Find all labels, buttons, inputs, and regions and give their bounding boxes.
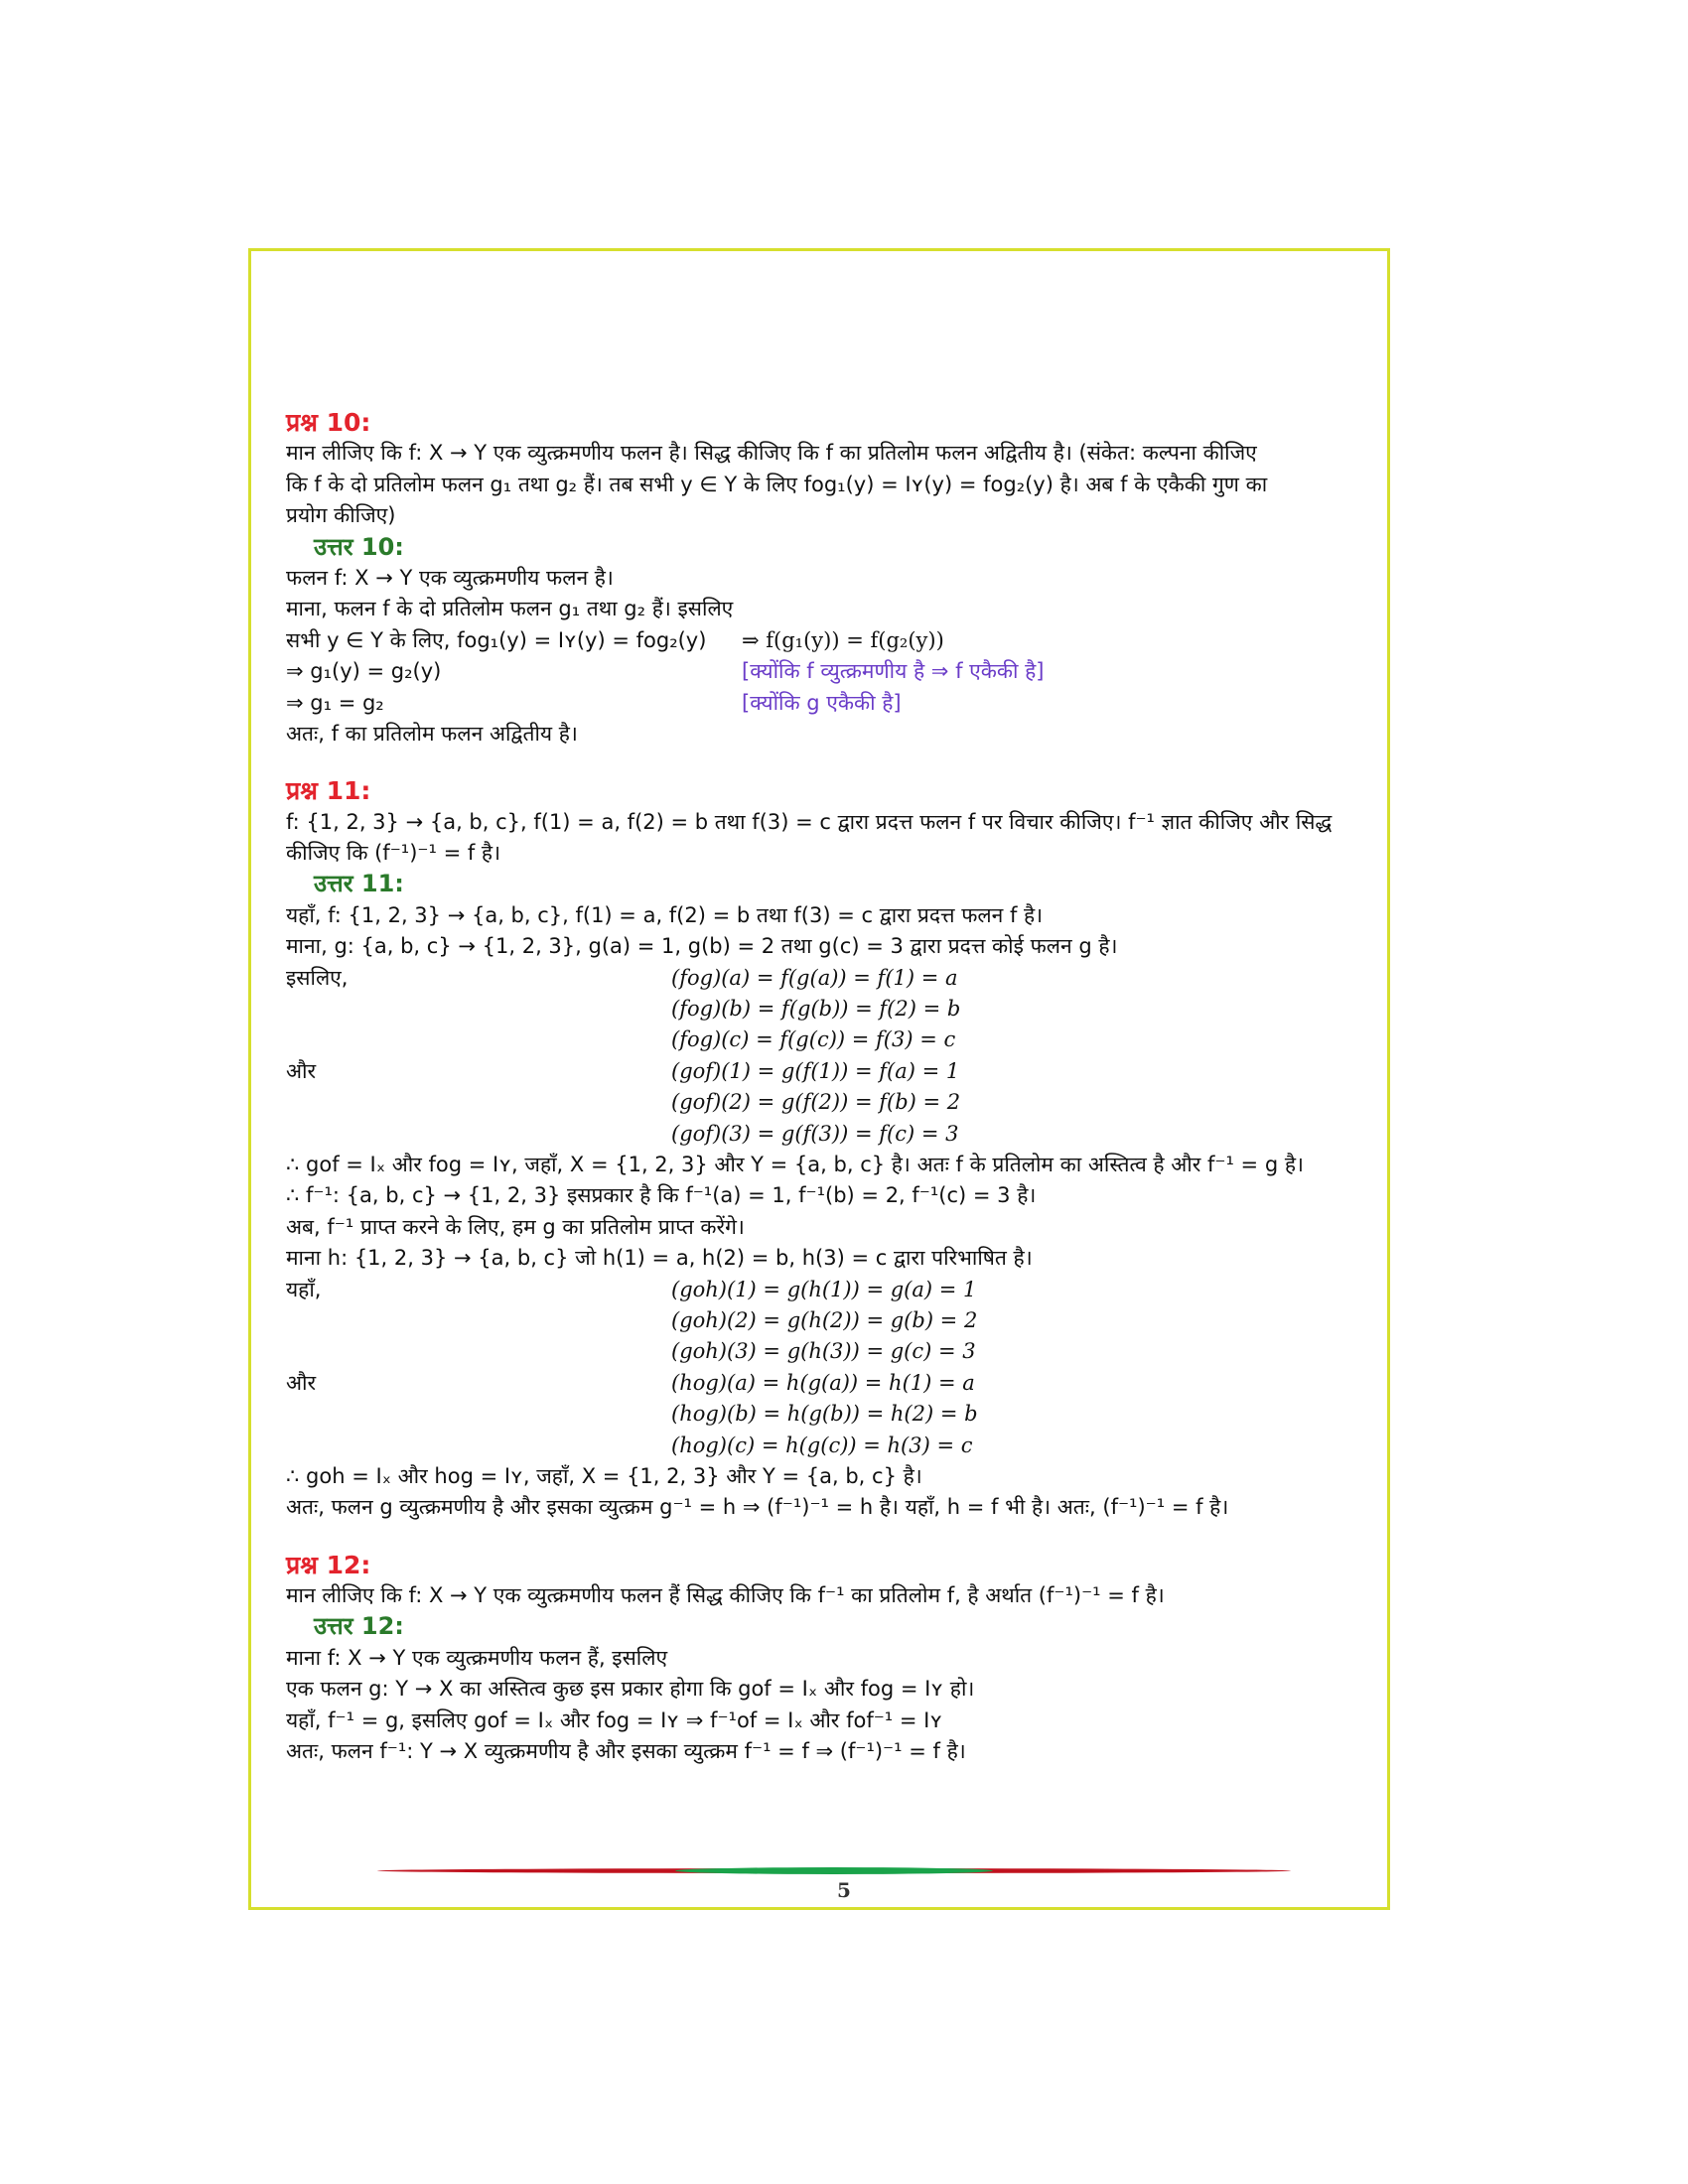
- line-text: यहाँ, f: {1, 2, 3} → {a, b, c}, f(1) = a, f(2) = b तथा f(3) = c द्वारा प्रदत्त फलन f है।: [286, 902, 1044, 927]
- reason-note: [क्योंकि g एकैकी है]: [742, 690, 902, 715]
- equation: (goh)(2) = g(h(2)) = g(b) = 2: [671, 1307, 978, 1332]
- line-text: यहाँ,: [286, 1277, 322, 1301]
- line-text: ⇒ g₁ = g₂: [286, 690, 384, 715]
- answer-title: उत्तर 10:: [314, 532, 404, 561]
- answer-line: [286, 1243, 1388, 1274]
- equation: (fog)(a) = f(g(a)) = f(1) = a: [671, 965, 958, 990]
- answer-line: [286, 1212, 1388, 1243]
- line-text: माना, g: {a, b, c} → {1, 2, 3}, g(a) = 1, g(b) = 2 तथा g(c) = 3 द्वारा प्रदत्त कोई फलन g है।: [286, 934, 1118, 959]
- answer-line: [286, 1643, 1388, 1674]
- answer-line: [286, 994, 1388, 1024]
- line-text: मान लीजिए कि f: X → Y एक व्युत्क्रमणीय फलन है। सिद्ध कीजिए कि f का प्रतिलोम फलन अद्वितीय है। (संकेत: कल्पना कीजिए: [286, 441, 1257, 466]
- equation: (hog)(b) = h(g(b)) = h(2) = b: [671, 1402, 978, 1427]
- line-text: माना h: {1, 2, 3} → {a, b, c} जो h(1) = a, h(2) = b, h(3) = c द्वारा परिभाषित है।: [286, 1246, 1033, 1271]
- answer-line: [286, 1150, 1388, 1180]
- question-title: प्रश्न 10:: [286, 408, 371, 437]
- line-text: अब, f⁻¹ प्राप्त करने के लिए, हम g का प्रतिलोम प्राप्त करेंगे।: [286, 1214, 745, 1239]
- equation: (hog)(a) = h(g(a)) = h(1) = a: [671, 1370, 975, 1395]
- line-text: मान लीजिए कि f: X → Y एक व्युत्क्रमणीय फलन हैं सिद्ध कीजिए कि f⁻¹ का प्रतिलोम f, है अर्थात (f⁻¹)⁻¹ = f है।: [286, 1583, 1165, 1608]
- line-text: एक फलन g: Y → X का अस्तित्व कुछ इस प्रकार होगा कि gof = Iₓ और fog = Iʏ हो।: [286, 1677, 975, 1702]
- answer-line: [286, 1399, 1388, 1430]
- answer-line: [286, 1461, 1388, 1492]
- answer-line: [286, 1305, 1388, 1336]
- question-line: [286, 500, 1388, 531]
- equation: (fog)(b) = f(g(b)) = f(2) = b: [671, 997, 961, 1022]
- question-line: [286, 807, 1388, 838]
- answer-line: [286, 625, 1388, 656]
- answer-line: [286, 1056, 1388, 1087]
- answer-line: [286, 1336, 1388, 1367]
- answer-line: [286, 1431, 1388, 1461]
- line-text: ∴ goh = Iₓ और hog = Iʏ, जहाँ, X = {1, 2, 3} और Y = {a, b, c} है।: [286, 1463, 922, 1488]
- line-text: यहाँ, f⁻¹ = g, इसलिए gof = Iₓ और fog = Iʏ ⇒ f⁻¹of = Iₓ और fof⁻¹ = Iʏ: [286, 1707, 943, 1732]
- line-text: अतः, फलन f⁻¹: Y → X व्युत्क्रमणीय है और इसका व्युत्क्रम f⁻¹ = f ⇒ (f⁻¹)⁻¹ = f है।: [286, 1739, 966, 1764]
- answer-line: [286, 1368, 1388, 1399]
- line-text: माना f: X → Y एक व्युत्क्रमणीय फलन हैं, इसलिए: [286, 1645, 668, 1670]
- line-text: इसलिए,: [286, 965, 349, 990]
- line-text: ∴ f⁻¹: {a, b, c} → {1, 2, 3} इसप्रकार है कि f⁻¹(a) = 1, f⁻¹(b) = 2, f⁻¹(c) = 3 है।: [286, 1183, 1037, 1208]
- reason-note: [क्योंकि f व्युत्क्रमणीय है ⇒ f एकैकी है]: [742, 659, 1045, 684]
- answer-line: [286, 1275, 1388, 1305]
- answer-line: [286, 656, 1388, 687]
- answer-line: [286, 900, 1388, 931]
- line-text: और: [286, 1058, 317, 1083]
- equation: (goh)(1) = g(h(1)) = g(a) = 1: [671, 1277, 977, 1301]
- line-text: अतः, फलन g व्युत्क्रमणीय है और इसका व्युत्क्रम g⁻¹ = h ⇒ (f⁻¹)⁻¹ = h है। यहाँ, h = f भी है। अतः, (f⁻¹)⁻¹ = f है।: [286, 1495, 1229, 1520]
- question-title: प्रश्न 11:: [286, 776, 371, 806]
- equation: ⇒ f(g₁(y)) = f(g₂(y)): [742, 627, 944, 652]
- line-text: अतः, f का प्रतिलोम फलन अद्वितीय है।: [286, 721, 578, 746]
- answer-title: उत्तर 12:: [314, 1612, 404, 1641]
- equation: (fog)(c) = f(g(c)) = f(3) = c: [671, 1027, 956, 1052]
- answer-line: [286, 563, 1388, 594]
- answer-line: [286, 1119, 1388, 1150]
- line-text: कीजिए कि (f⁻¹)⁻¹ = f है।: [286, 841, 501, 866]
- answer-line: [286, 1087, 1388, 1118]
- line-text: ∴ gof = Iₓ और fog = Iʏ, जहाँ, X = {1, 2, 3} और Y = {a, b, c} है। अतः f के प्रतिलोम का अस्तित्व है और f⁻¹ = g है।: [286, 1152, 1304, 1176]
- footer-divider: [377, 1868, 1291, 1873]
- answer-line: [286, 931, 1388, 962]
- line-text: फलन f: X → Y एक व्युत्क्रमणीय फलन है।: [286, 565, 614, 590]
- question-line: [286, 838, 1388, 869]
- question-title: प्रश्न 12:: [286, 1550, 371, 1579]
- answer-line: [286, 1674, 1388, 1705]
- answer-line: [286, 688, 1388, 719]
- question-line: [286, 438, 1388, 469]
- answer-line: [286, 1736, 1388, 1767]
- line-text: प्रयोग कीजिए): [286, 503, 396, 528]
- answer-line: [286, 719, 1388, 750]
- question-line: [286, 1580, 1388, 1611]
- answer-line: [286, 594, 1388, 624]
- equation: (hog)(c) = h(g(c)) = h(3) = c: [671, 1433, 973, 1457]
- line-text: माना, फलन f के दो प्रतिलोम फलन g₁ तथा g₂ हैं। इसलिए: [286, 597, 734, 621]
- question-section: [286, 775, 1388, 1523]
- answer-line: [286, 1492, 1388, 1523]
- equation: (goh)(3) = g(h(3)) = g(c) = 3: [671, 1339, 976, 1364]
- line-text: f: {1, 2, 3} → {a, b, c}, f(1) = a, f(2) = b तथा f(3) = c द्वारा प्रदत्त फलन f पर विचार कीजिए। f⁻¹ ज्ञात कीजिए और सिद्ध: [286, 809, 1333, 834]
- line-text: कि f के दो प्रतिलोम फलन g₁ तथा g₂ हैं। तब सभी y ∈ Y के लिए fog₁(y) = Iʏ(y) = fog₂(y) है। अब f के एकैकी गुण का: [286, 472, 1268, 496]
- equation: (gof)(2) = g(f(2)) = f(b) = 2: [671, 1090, 961, 1115]
- answer-line: [286, 1706, 1388, 1736]
- question-line: [286, 470, 1388, 500]
- page-content: [286, 407, 1388, 1793]
- equation: (gof)(3) = g(f(3)) = f(c) = 3: [671, 1121, 959, 1146]
- question-section: [286, 1550, 1388, 1768]
- line-text: ⇒ g₁(y) = g₂(y): [286, 659, 442, 684]
- answer-line: [286, 963, 1388, 994]
- page-number: 5: [837, 1878, 851, 1902]
- answer-title: उत्तर 11:: [314, 870, 404, 898]
- answer-line: [286, 1180, 1388, 1211]
- line-text: और: [286, 1370, 317, 1395]
- question-section: [286, 407, 1388, 750]
- answer-line: [286, 1024, 1388, 1055]
- equation: (gof)(1) = g(f(1)) = f(a) = 1: [671, 1058, 960, 1083]
- line-text: सभी y ∈ Y के लिए, fog₁(y) = Iʏ(y) = fog₂(y): [286, 627, 707, 652]
